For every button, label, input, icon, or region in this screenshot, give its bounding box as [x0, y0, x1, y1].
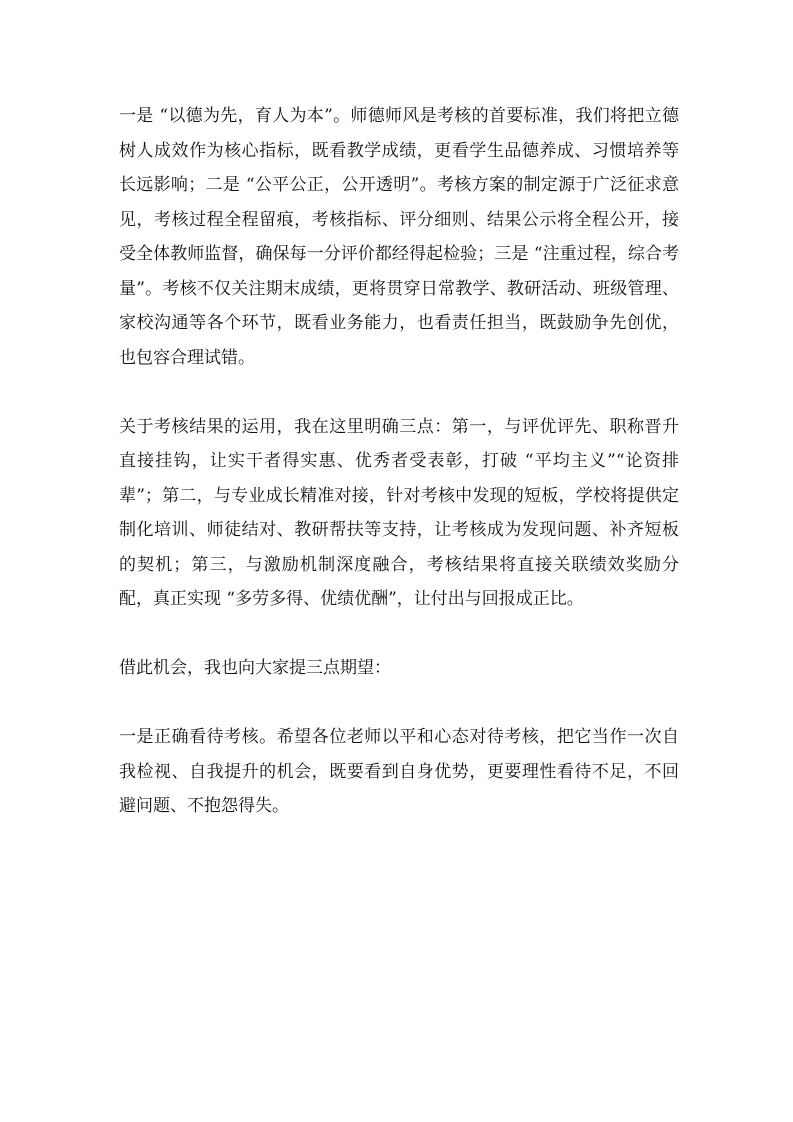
document-body — [119, 99, 679, 824]
paragraph-evaluation-results: 关于考核结果的运用，我在这里明确三点：第一，与评优评先、职称晋升直接挂钩，让实干者得实惠、优秀者受表彰，打破 “平均主义”“论资排辈”；第二，与专业成长精准对接，针对考核中发现的短板，学校将提供定制化培训、师徒结对、教研帮扶等支持，让考核成为发现问题、补齐短板的契机；第三，与激励机制深度融合，考核结果将直接关联绩效奖励分配，真正实现 “多劳多得、优绩优酬”，让付出与回报成正比。 — [119, 416, 679, 609]
paragraph-expectation-one: 一是正确看待考核。希望各位老师以平和心态对待考核，把它当作一次自我检视、自我提升的机会，既要看到自身优势，更要理性看待不足，不回避问题、不抱怨得失。 — [119, 727, 679, 816]
paragraph-expectations-intro: 借此机会，我也向大家提三点期望： — [119, 658, 391, 678]
paragraph-evaluation-principles: 一是 “以德为先，育人为本”。师德师风是考核的首要标准，我们将把立德树人成效作为核心指标，既看教学成绩，更看学生品德养成、习惯培养等长远影响；二是 “公平公正，公开透明”。考核方案的制定源于广泛征求意见，考核过程全程留痕，考核指标、评分细则、结果公示将全程公开，接受全体教师监督，确保每一分评价都经得起检验；三是 “注重过程，综合考量”。考核不仅关注期末成绩，更将贯穿日常教学、教研活动、班级管理、家校沟通等各个环节，既看业务能力，也看责任担当，既鼓励争先创优，也包容合理试错。 — [119, 106, 679, 368]
